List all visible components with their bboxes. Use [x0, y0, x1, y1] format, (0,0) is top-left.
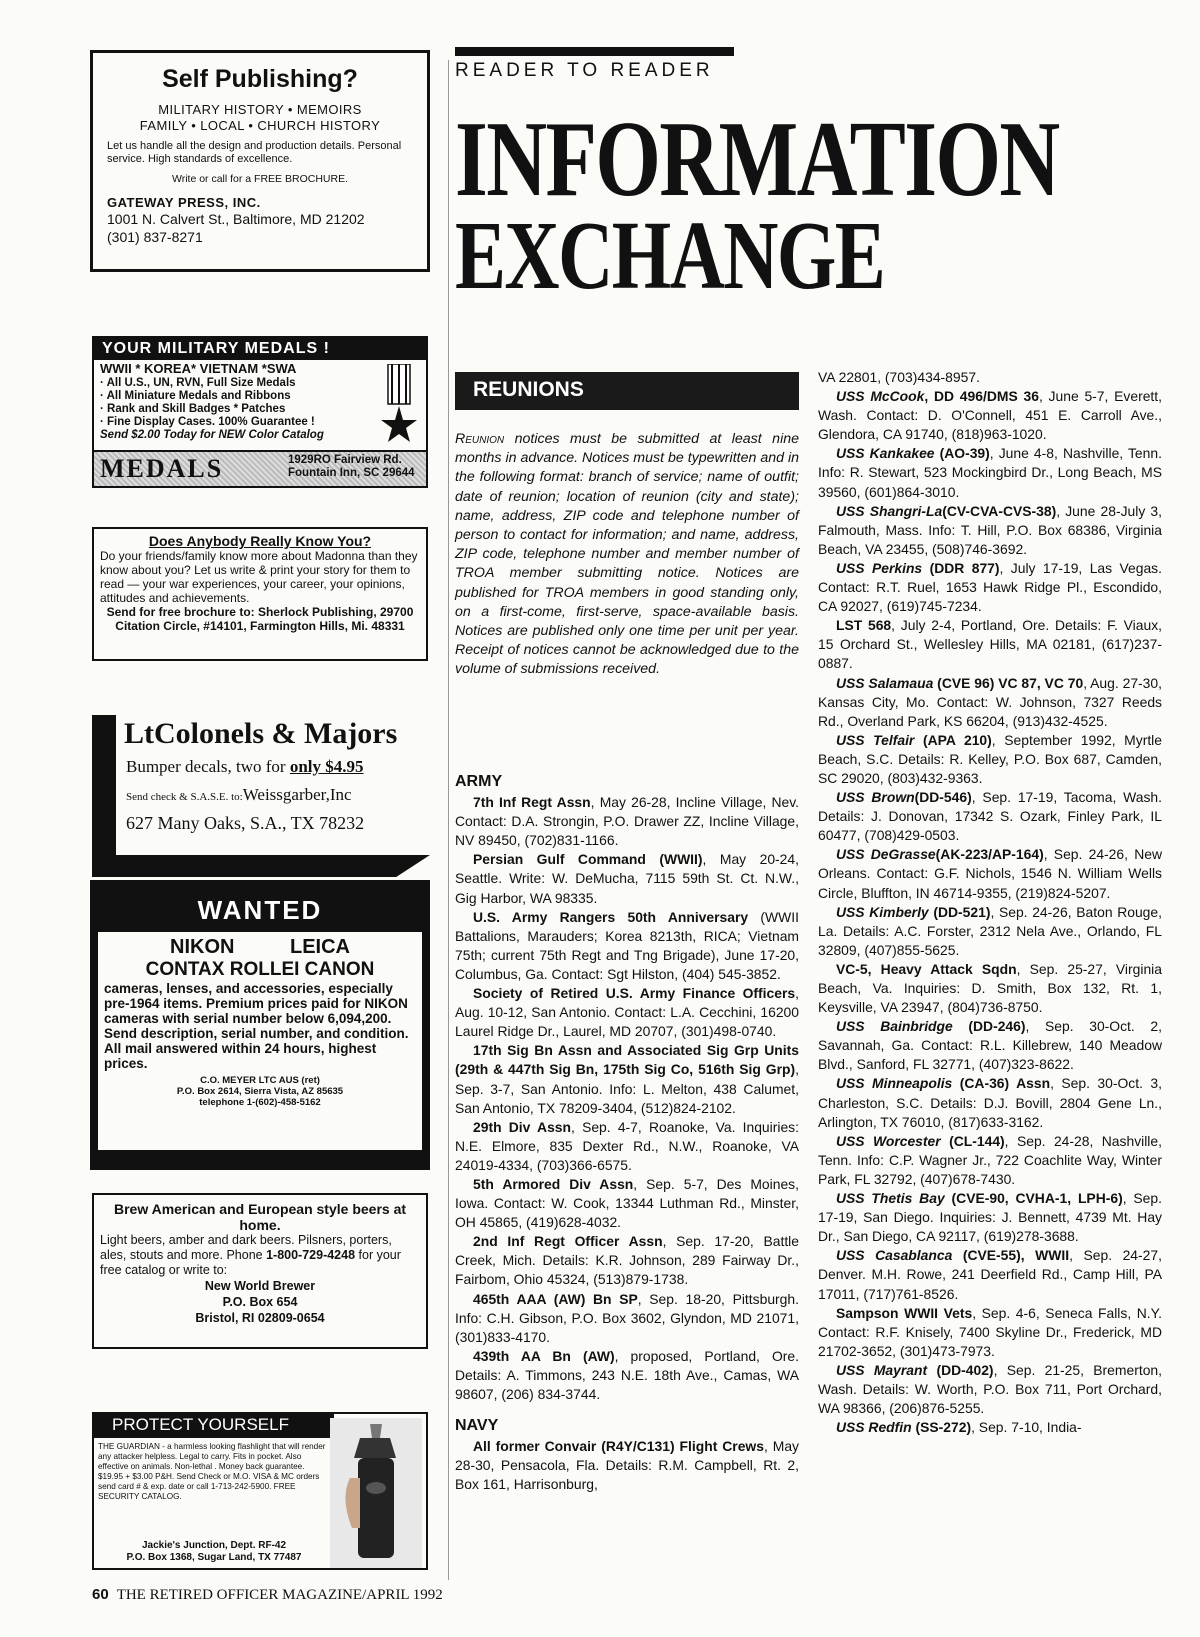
list-item: [455, 908, 799, 984]
reunion-details: , Sep. 30-Oct. 2, Savannah, Ga. Contact: R.L. Killebrew, 140 Meadow Blvd., Sanford, FL 32771, (407)323-8622.: [818, 1018, 1162, 1073]
list-item: [818, 1246, 1162, 1303]
offer-text: Bumper decals, two for: [126, 757, 290, 776]
reunion-details: , July 2-4, Portland, Ore. Details: F. Viaux, 15 Orchard St., Wellesley Hills, MA 02181, (617)237-0887.: [818, 617, 1162, 672]
ad-header: WANTED: [197, 895, 323, 925]
reunion-unit-name: USS Kimberly (DD-521): [836, 903, 991, 920]
ship-name: USS Minneapolis: [836, 1075, 953, 1092]
intro-lead: Reunion: [455, 431, 505, 447]
ad-address: 627 Many Oaks, S.A., TX 78232: [126, 813, 365, 833]
reunion-unit-name: USS Bainbridge (DD-246): [836, 1018, 1026, 1035]
army-heading: ARMY: [455, 773, 503, 790]
reunion-details: , Aug. 27-30, Kansas City, Mo. Contact: W. Johnson, 7327 Reeds Rd., Overland Park, KS 66204, (913)432-4525.: [818, 674, 1162, 729]
reunion-unit-name: USS Shangri-La(CV-CVA-CVS-38): [836, 502, 1057, 519]
reunion-unit-name: All former Convair (R4Y/C131) Flight Crews: [473, 1438, 764, 1455]
reunion-details: , July 17-19, Las Vegas. Contact: R.T. Ruel, 1653 Hawk Ridge Pl., Escondido, CA 92027, (619)745-7234.: [818, 559, 1162, 615]
ship-name: USS Shangri-La: [836, 502, 943, 519]
reunion-details: , May 26-28, Incline Village, Nev. Contact: D.A. Strongin, P.O. Drawer ZZ, Incline Village, NV 89450, (702)831-1166.: [455, 794, 800, 849]
reunion-details: , Sep. 24-26, New Orleans. Contact: G.F. Nichols, 1546 N. William Wells Circle, Bluffton, IN 46714-9355, (219)824-5207.: [818, 846, 1162, 901]
reunion-unit-name: LST 568: [836, 617, 892, 634]
reunions-column-3: [818, 368, 1162, 1437]
intro-text: notices must be submitted at least nine months in advance. Notices must be typewritten and in the following format: branch of service; name of outfit; date of reunion; location of reunion (city and state); name, address, ZIP code and telephone number of person to contact for information; and name, address, ZIP code, telephone number and member number of TROA member submitting notice. Notices are published for TROA members in good standing only, on a first-come, first-serve, space-available basis. Notices are published only one time per unit per year. Receipt of notices cannot be acknowledged due to the volume of submissions received.: [455, 431, 799, 678]
list-item: [818, 788, 1162, 845]
reunion-unit-name: USS Casablanca (CVE-55), WWII: [836, 1247, 1070, 1264]
reunion-unit-name: Society of Retired U.S. Army Finance Officers: [473, 985, 796, 1002]
reunion-details: , September 1992, Myrtle Beach, S.C. Details: R. Kelley, P.O. Box 687, Camden, SC 29020, (803)432-9363.: [818, 731, 1162, 786]
ad-list: [94, 377, 376, 442]
ad-address: 1001 N. Calvert St., Baltimore, MD 21202: [107, 211, 365, 227]
ad-body: Let us handle all the design and production details. Personal service. High standards of excellence.: [107, 140, 402, 165]
phone-number: 1-800-729-4248: [266, 1248, 356, 1262]
ad-brands: NIKON LEICA: [170, 936, 350, 958]
ad-protect-yourself: [92, 1412, 428, 1570]
reunions-column-2: [455, 760, 799, 1494]
ad-brands: CONTAX ROLLEI CANON: [145, 959, 375, 980]
reunion-details: , June 5-7, Everett, Wash. Contact: D. O'Connell, 451 E. Carroll Ave., Glendora, CA 91740, (818)963-1020.: [818, 388, 1163, 443]
reunion-unit-name: USS Brown(DD-546): [836, 789, 972, 806]
list-item: [455, 850, 799, 907]
ship-name: USS DeGrasse: [836, 846, 936, 863]
reunion-unit-name: USS McCook, DD 496/DMS 36: [836, 388, 1039, 405]
reunion-unit-name: USS Minneapolis (CA-36) Assn: [836, 1075, 1051, 1092]
address-line: New World Brewer: [204, 1279, 316, 1293]
body-text: Light beers, amber and dark beers. Pilsners, porters, ales, stouts and more. Phone: [100, 1233, 392, 1262]
army-list: [455, 793, 799, 1404]
send-text: Send check & S.A.S.E. to:: [126, 791, 243, 803]
reunion-details: , Sep. 3-7, San Antonio. Info: L. Melton, 438 Calumet, San Antonio, TX 78209-3404, (512)824-2102.: [455, 1061, 799, 1116]
address-line: Fountain Inn, SC 29644: [288, 467, 415, 479]
reunion-details: , Sep. 17-19, Tacoma, Wash. Details: J. Donovan, 17342 S. Ozark, Finley Park, IL 60477, (708)429-0503.: [818, 789, 1162, 844]
ad-brand: MEDALS: [100, 454, 224, 483]
reunion-unit-name: USS Worcester (CL-144): [836, 1132, 1005, 1149]
ad-send: [126, 785, 352, 805]
reunion-unit-name: USS Telfair (APA 210): [836, 731, 992, 748]
list-item: [818, 1418, 1162, 1437]
reunion-details: , Sep. 25-27, Virginia Beach, Va. Inquiries: D. Smith, Box 132, Rt. 1, Keysville, VA 23947, (804)736-8750.: [818, 960, 1162, 1016]
reunion-unit-name: 465th AAA (AW) Bn SP: [473, 1290, 638, 1307]
ad-side-bar: [92, 715, 116, 877]
contact-line: C.O. MEYER LTC AUS (ret): [200, 1075, 320, 1086]
reunion-unit-name: USS Perkins (DDR 877): [836, 559, 1000, 576]
list-item: [818, 387, 1162, 444]
ship-name: USS Mayrant: [836, 1361, 928, 1378]
list-item: · All U.S., UN, RVN, Full Size Medals: [100, 377, 296, 389]
page-title: [455, 100, 1059, 310]
list-item: [455, 1290, 799, 1347]
ad-title: Self Publishing?: [162, 65, 358, 93]
flashlight-icon: [330, 1418, 422, 1568]
ad-header: YOUR MILITARY MEDALS !: [94, 338, 426, 360]
list-item: [818, 1074, 1162, 1131]
body-text: for your free catalog or write to:: [100, 1248, 401, 1277]
reunion-details: , Sep. 17-19, San Diego. Inquiries: J. Bennett, 4739 Mt. Hay Dr., San Diego, CA 92117, (619)278-3688.: [818, 1190, 1162, 1245]
address-line: Bristol, RI 02809-0654: [195, 1311, 325, 1325]
reunion-details: , proposed, Portland, Ore. Details: A. Timmons, 243 N.E. 18th Ave., Camas, WA 98607, (206) 834-3744.: [455, 1347, 799, 1402]
ad-body: cameras, lenses, and accessories, especially pre-1964 items. Premium prices paid for NIKON cameras with serial number below 6,094,200. Send description, serial number, and condition. All mail answered within 24 hours, highest prices.: [104, 981, 409, 1071]
list-item: [818, 1132, 1162, 1189]
ship-name: USS Brown: [836, 789, 915, 806]
list-item: · All Miniature Medals and Ribbons: [100, 390, 291, 402]
reunion-details: , Sep. 24-26, Baton Rouge, La. Details: A.C. Forster, 2312 Nela Ave., Orlando, FL 32809, (407)855-5625.: [818, 903, 1162, 958]
list-item: [818, 502, 1162, 559]
address-line: P.O. Box 654: [222, 1295, 298, 1309]
list-item: · Fine Display Cases. 100% Guarantee !: [100, 416, 315, 428]
reunion-details: , Sep. 21-25, Bremerton, Wash. Details: W. Worth, P.O. Box 711, Port Orchard, WA 98366, (206)876-5255.: [818, 1361, 1162, 1417]
list-item: [818, 674, 1162, 731]
section-heading: REUNIONS: [455, 372, 799, 410]
reunion-details: , Sep. 24-28, Nashville, Tenn. Info: C.P. Wagner Jr., 722 Coachlite Way, Winter Park, FL 32792, (407)678-7430.: [818, 1132, 1162, 1187]
ad-phone: (301) 837-8271: [107, 229, 203, 245]
list-item: [818, 960, 1162, 1017]
ad-contact: [104, 1075, 416, 1108]
header-rule: [455, 47, 734, 56]
ad-subheader: WWII * KOREA* VIETNAM *SWA: [100, 361, 297, 376]
ad-company: GATEWAY PRESS, INC.: [107, 195, 261, 210]
ad-address: [288, 454, 415, 480]
list-item: [455, 984, 799, 1041]
list-item: [455, 1232, 799, 1289]
reunion-details: , Sep. 4-6, Seneca Falls, N.Y. Contact: R.F. Knisely, 7400 Skyline Dr., Frederick, MD 21702-3652, (301)473-7973.: [818, 1304, 1162, 1359]
ad-topics: MILITARY HISTORY • MEMOIRS: [158, 102, 362, 117]
list-item: Send $2.00 Today for NEW Color Catalog: [100, 429, 324, 441]
list-item: [455, 1175, 799, 1232]
reunion-unit-name: 29th Div Assn: [473, 1118, 572, 1135]
title-line: EXCHANGE: [455, 202, 885, 310]
ad-topics: FAMILY • LOCAL • CHURCH HISTORY: [139, 118, 381, 133]
reunion-details: , May 20-24, Seattle. Write: W. DeMucha, 7115 59th St. Ct. N.W., Gig Harbor, WA 98335.: [455, 851, 799, 906]
ad-body: Do your friends/family know more about Madonna than they know about you? Let us write & print your story for them to read — your war experiences, your career, your opinions, attitudes and achievements.: [100, 549, 418, 605]
reunion-details: , Sep. 24-27, Denver. M.H. Rowe, 241 Deerfield Rd., Camp Hill, PA 17011, (717)761-8526.: [818, 1247, 1162, 1302]
navy-continuation: VA 22801, (703)434-8957.: [818, 369, 980, 385]
ad-title: Brew American and European style beers at home.: [113, 1201, 407, 1233]
company-name: Weissgarber,Inc: [242, 785, 352, 804]
list-item: [818, 1304, 1162, 1361]
ad-body: [100, 1233, 420, 1278]
ad-medals: [92, 336, 428, 488]
reunion-unit-name: 2nd Inf Regt Officer Assn: [473, 1233, 663, 1250]
ad-footer: [94, 450, 426, 486]
reunion-details: , Sep. 17-20, Battle Creek, Mich. Details: K.R. Johnson, 289 Fairway Dr., Fairbom, Ohio 45324, (513)879-1738.: [455, 1233, 799, 1288]
address-line: Jackie's Junction, Dept. RF-42: [141, 1540, 287, 1551]
contact-line: telephone 1-(602)-458-5162: [199, 1097, 321, 1108]
ad-title: Does Anybody Really Know You?: [148, 533, 372, 549]
ad-ltcolonels: [92, 715, 430, 877]
ship-name: USS Worcester: [836, 1132, 941, 1149]
offer-price: only $4.95: [289, 757, 364, 776]
reunion-unit-name: 7th Inf Regt Assn: [473, 794, 591, 811]
address-line: 1929RO Fairview Rd.: [288, 454, 402, 466]
ad-bottom-bar: [92, 855, 430, 877]
reunion-unit-name: USS DeGrasse(AK-223/AP-164): [836, 846, 1044, 863]
column-divider: [448, 60, 449, 1580]
ship-name: USS Kimberly: [836, 903, 929, 920]
publication-name: THE RETIRED OFFICER MAGAZINE/APRIL 1992: [116, 1587, 443, 1603]
list-item: [818, 1361, 1162, 1418]
ad-body-box: [98, 932, 422, 1150]
reunion-unit-name: USS Thetis Bay (CVE-90, CVHA-1, LPH-6): [836, 1190, 1123, 1207]
medal-icon: [380, 364, 418, 454]
ad-self-publishing: [90, 50, 430, 272]
list-item: [818, 1189, 1162, 1246]
list-item: [455, 1041, 799, 1117]
ad-cta: Send for free brochure to: Sherlock Publishing, 29700 Citation Circle, #14101, Farmington Hills, Mi. 48331: [106, 605, 414, 633]
ship-name: USS Salamaua: [836, 674, 934, 691]
ad-address: [98, 1540, 330, 1564]
reunion-unit-name: USS Redfin (SS-272): [836, 1419, 972, 1436]
reunion-details: , Aug. 10-12, San Antonio. Contact: L.A. Cecchini, 16200 Laurel Ridge Dr., Laurel, MD 20707, (301)498-0740.: [455, 985, 799, 1040]
reunion-unit-name: VC-5, Heavy Attack Sqdn: [836, 960, 1017, 977]
list-item: · Rank and Skill Badges * Patches: [100, 403, 286, 415]
list-item: [818, 845, 1162, 902]
address-line: P.O. Box 1368, Sugar Land, TX 77487: [126, 1552, 302, 1563]
reunion-unit-name: Persian Gulf Command (WWII): [473, 851, 703, 868]
reunion-unit-name: USS Mayrant (DD-402): [836, 1361, 994, 1378]
reunion-unit-name: 5th Armored Div Assn: [473, 1175, 634, 1192]
reunion-unit-name: 439th AA Bn (AW): [473, 1347, 615, 1364]
reunion-unit-name: USS Kankakee (AO-39): [836, 445, 990, 462]
ad-cta: Write or call for a FREE BROCHURE.: [171, 173, 348, 185]
reunion-details: , Sep. 18-20, Pittsburgh. Info: C.H. Gibson, P.O. Box 3602, Glyndon, MD 21071, (301)833-4170.: [455, 1290, 799, 1345]
reunion-unit-name: U.S. Army Rangers 50th Anniversary: [473, 908, 749, 925]
ad-title: LtColonels & Majors: [124, 717, 398, 750]
reunion-details: , June 4-8, Nashville, Tenn. Info: R. Stewart, 523 Mockingbird Dr., Long Beach, MS 39560, (601)864-3010.: [818, 445, 1162, 500]
ship-name: USS McCook: [836, 388, 925, 405]
section-intro: [455, 430, 799, 680]
ship-name: USS Thetis Bay: [836, 1190, 945, 1207]
ad-address: [100, 1278, 420, 1326]
list-item: [455, 1118, 799, 1175]
page-footer: [92, 1586, 443, 1604]
navy-heading: NAVY: [455, 1417, 499, 1435]
ship-name: USS Bainbridge: [836, 1018, 953, 1035]
reunion-details: , Sep. 30-Oct. 3, Charleston, S.C. Details: D.J. Bovill, 2804 Gene Ln., Arlington, TX 76010, (817)633-3162.: [818, 1075, 1163, 1130]
section-kicker: READER TO READER: [455, 60, 714, 81]
ad-wanted: [90, 880, 430, 1170]
list-item: [818, 616, 1162, 673]
list-item: [818, 444, 1162, 501]
reunion-details: , June 28-July 3, Falmouth, Mass. Info: T. Hill, P.O. Box 68386, Virginia Beach, VA 23455, (508)746-3692.: [818, 502, 1163, 557]
list-item: [818, 559, 1162, 616]
contact-line: P.O. Box 2614, Sierra Vista, AZ 85635: [176, 1086, 344, 1097]
ad-brew: [92, 1193, 428, 1349]
ship-name: USS Redfin: [836, 1419, 912, 1436]
list-item: [455, 793, 799, 850]
ad-offer: [126, 757, 364, 777]
ad-know-you: [92, 527, 428, 661]
title-line: INFORMATION: [455, 100, 1059, 219]
page-number: 60: [92, 1586, 109, 1603]
reunion-details: , May 28-30, Pensacola, Fla. Details: R.M. Campbell, Rt. 2, Box 161, Harrisonburg,: [455, 1438, 800, 1493]
reunion-unit-name: USS Salamaua (CVE 96) VC 87, VC 70: [836, 674, 1084, 691]
list-item: [455, 1437, 799, 1494]
ship-name: USS Perkins: [836, 559, 923, 576]
reunion-unit-name: 17th Sig Bn Assn and Associated Sig Grp Units (29th & 447th Sig Bn, 175th Sig Co, 516th Sig Grp): [455, 1042, 799, 1078]
reunion-unit-name: Sampson WWII Vets: [836, 1304, 973, 1321]
ship-name: USS Casablanca: [836, 1247, 953, 1264]
list-item: [818, 1017, 1162, 1074]
reunion-details: (WWII Battalions, Marauders; Korea 8213th, RICA; Vietnam 75th; current 75th Regt and Tng Brigade), June 17-20, Columbus, Ga. Contact: Sgt Hilston, (404) 545-3852.: [455, 908, 799, 982]
list-item: [455, 1347, 799, 1404]
reunion-details: , Sep. 4-7, Roanoke, Va. Inquiries: N.E. Elmore, 835 Dexter Rd., N.W., Roanoke, VA 24019-4334, (703)366-6575.: [455, 1118, 799, 1173]
ad-header: PROTECT YOURSELF: [94, 1414, 334, 1438]
list-item: [818, 731, 1162, 788]
list-item: [818, 903, 1162, 960]
navy-list: [455, 1437, 799, 1494]
reunion-details: , Sep. 7-10, India-: [971, 1419, 1082, 1436]
ad-body: THE GUARDIAN - a harmless looking flashlight that will render any attacker helpless. Legal to carry. Fits in pocket. Also effective on animals. Non-lethal . Money back guarantee. $19.95 + $3.00 P&H. Send Check or M.O. VISA & MC orders send card # & exp. date or call 1-713-242-5900. FREE SECURITY CATALOG.: [98, 1442, 326, 1501]
reunion-details: , Sep. 5-7, Des Moines, Iowa. Contact: W. Cook, 13344 Luthman Rd., Minster, OH 45865, (419)628-4032.: [455, 1175, 799, 1231]
ship-name: USS Telfair: [836, 731, 915, 748]
ship-name: USS Kankakee: [836, 445, 935, 462]
navy-list-continued: [818, 387, 1162, 1437]
